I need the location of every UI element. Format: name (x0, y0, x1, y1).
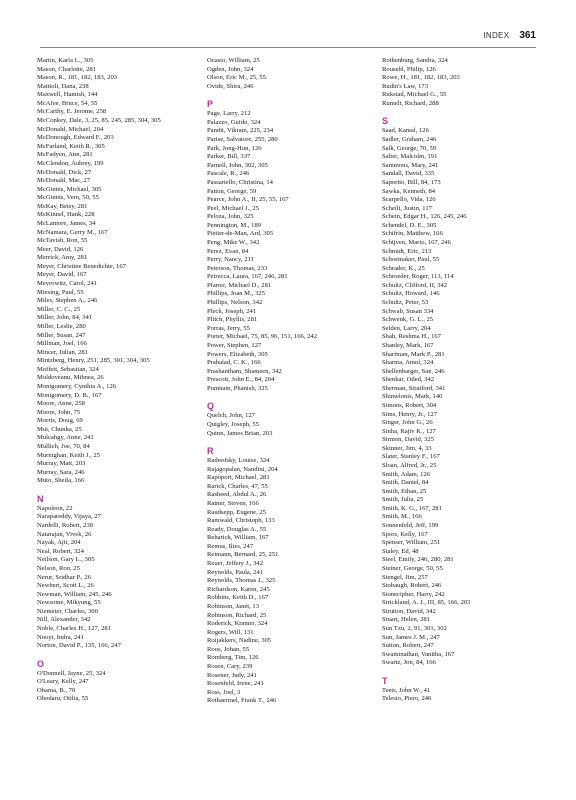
index-entry: Raudsepp, Eugene, 25 (207, 508, 266, 516)
index-entry: Schultz, Clifford, II, 342 (382, 281, 448, 289)
index-entry: Prahalad, C. K., 166 (207, 359, 261, 367)
index-entry: Miesing, Paul, 55 (37, 288, 84, 296)
index-entry: Ross, Joel, 3 (207, 688, 241, 696)
index-entry: Spenser, William, 251 (382, 539, 441, 547)
index-entry: Patton, George, 59 (207, 187, 257, 195)
index-entry: Obodaru, Otilia, 55 (37, 695, 89, 703)
index-entry: Sawka, Kenneth, 84 (382, 187, 436, 195)
index-entry: Roijakkers, Nadine, 305 (207, 637, 272, 645)
index-entry: Meyrowitz, Carol, 241 (37, 280, 98, 288)
index-entry: Quelch, John, 127 (207, 412, 255, 420)
index-entry: Ocasio, William, 25 (207, 57, 260, 64)
index-entry: McTavish, Ron, 55 (37, 237, 88, 245)
index-entry: Stonecipher, Harry, 242 (382, 590, 445, 598)
index-entry: Sutton, Robert, 247 (382, 642, 434, 650)
index-entry: Rosenfeld, Irene, 241 (207, 680, 264, 688)
index-entry: Phillips, Joan M., 325 (207, 290, 265, 298)
index-entry: Quinn, James Brian, 203 (207, 429, 273, 437)
index-entry: Schoemaker, Paul, 55 (382, 256, 440, 264)
index-entry: Schultz, Howard, 146 (382, 290, 440, 298)
index-entry: Ogden, John, 324 (207, 65, 254, 73)
index-entry: Nill, Alexander, 342 (37, 616, 91, 624)
running-head: INDEX (483, 31, 510, 40)
index-entry: Teets, John W., 41 (382, 686, 431, 694)
index-entry: Sirmon, David, 325 (382, 436, 435, 444)
index-entry: Porras, Jerry, 55 (207, 324, 250, 332)
index-entry: Rogers, Will, 131 (207, 628, 254, 636)
index-entry: Murray, Sara, 246 (37, 468, 85, 476)
index-entry: McKinnel, Hank, 228 (37, 211, 95, 219)
index-entry: Phillips, Nelson, 342 (207, 299, 263, 307)
index-entry: Rapoport, Michael, 281 (207, 474, 270, 482)
index-entry: Olson, Eric M., 25, 55 (207, 74, 266, 82)
index-entry: Perez, Evan, 84 (207, 247, 249, 255)
index-entry: Mason, Charlotte, 281 (37, 65, 96, 73)
index-entry: Schultz, Peter, 53 (382, 299, 429, 307)
index-entry: Miller, John, 84, 341 (37, 314, 93, 322)
index-entry: Sun, James J. M., 247 (382, 633, 440, 641)
index-entry: Salter, Malcolm, 191 (382, 153, 438, 161)
index-entry: Pascale, R., 246 (207, 170, 250, 178)
index-entry: Strickland, A. J., III, 85, 166, 203 (382, 599, 471, 607)
index-entry: Nooyi, Indra, 241 (37, 633, 84, 641)
index-entry: Reimann, Bernard, 25, 251 (207, 551, 279, 559)
index-entry: Sims, Henry, Jr., 127 (382, 410, 438, 418)
index-entry: Stengel, Jim, 257 (382, 573, 428, 581)
index-entry: Slater, Stanley F., 167 (382, 453, 440, 461)
index-entry: Porter, Michael, 75, 85, 96, 151, 166, 242 (207, 333, 317, 341)
index-entry: O'Leary, Kelly, 247 (37, 678, 89, 686)
index-entry: Reuer, Jeffery J., 342 (207, 560, 264, 568)
index-entry: Smith, Julia, 25 (382, 496, 424, 504)
index-entry: Obama, B., 70 (37, 686, 76, 694)
index-entry: Shimelonis, Mark, 140 (382, 393, 443, 401)
index-entry: Mui, Chunka, 25 (37, 425, 82, 433)
index-entry: McDonald, Dick, 27 (37, 168, 92, 176)
index-entry: Stobaugh, Robert, 246 (382, 582, 442, 590)
index-entry: McGinnis, Michael, 305 (37, 185, 102, 193)
index-entry: Rowe, H., 181, 182, 183, 203 (382, 74, 460, 82)
section-letter-p: P (207, 99, 214, 110)
index-entry: Niemeier, Charles, 300 (37, 607, 98, 615)
index-entry: Rothaermel, Frank T., 246 (207, 697, 277, 705)
index-entry: Nerur, Sridhar P., 26 (37, 573, 91, 581)
index-entry: Maxwell, Hamish, 144 (37, 91, 98, 99)
index-entry: Reynolds, Thomas J., 325 (207, 577, 276, 585)
index-entry: Sharma, Amol, 324 (382, 359, 434, 367)
index-entry: Schein, Edgar H., 126, 245, 246 (382, 213, 467, 221)
index-entry: McDonald, Michael, 204 (37, 125, 104, 133)
index-entry: Neal, Robert, 324 (37, 547, 84, 555)
index-entry: Pfarrer, Michael D., 281 (207, 281, 272, 289)
index-entry: Park, Jong-Hun, 126 (207, 144, 262, 152)
index-column-1 (37, 57, 196, 704)
index-entry: Miller, C. C., 25 (37, 305, 81, 313)
index-entry: Murnighan, Keith J., 25 (37, 451, 101, 459)
index-entry: Palazzo, Guido, 324 (207, 118, 261, 126)
index-entry: Rukstad, Michael G., 55 (382, 91, 447, 99)
index-entry: Peterson, Thomas, 233 (207, 264, 268, 272)
index-column-2 (207, 57, 367, 706)
index-entry: McGinnis, Vern, 50, 55 (37, 194, 99, 202)
index-entry: Schmidt, Eric, 213 (382, 247, 432, 255)
index-entry: McCarthy, E. Jerome, 258 (37, 108, 107, 116)
index-entry: Steel, Emily, 246, 280, 281 (382, 556, 454, 564)
index-entry: Rosener, Judy, 241 (207, 671, 257, 679)
index-entry: Shanley, Mark, 167 (382, 341, 434, 349)
index-entry: McAfee, Bruce, 54, 55 (37, 99, 98, 107)
index-entry: Newsome, Mikyung, 55 (37, 599, 101, 607)
index-entry: Swartz, Jon, 84, 166 (382, 659, 436, 667)
index-entry: Moldoveanu, Mihnea, 26 (37, 374, 104, 382)
index-entry: Powers, Elizabeth, 305 (207, 350, 268, 358)
index-entry: Richardson, Karen, 245 (207, 585, 270, 593)
index-entry: Smith, Adam, 126 (382, 470, 430, 478)
index-entry: Newbert, Scott L., 26 (37, 582, 94, 590)
index-entry: Pandit, Vikram, 225, 234 (207, 127, 274, 135)
index-entry: McNamara, Gerry M., 167 (37, 228, 108, 236)
index-entry: Plitch, Phyllis, 281 (207, 316, 258, 324)
index-entry: Nardelli, Robert, 230 (37, 522, 94, 530)
index-entry: Salk, George, 70, 59 (382, 144, 437, 152)
index-entry: Rothenburg, Sandra, 324 (382, 57, 448, 64)
index-entry: Roos, Johan, 55 (207, 645, 250, 653)
index-entry: Moore, John, 75 (37, 408, 81, 416)
index-entry: Saad, Kamal, 126 (382, 127, 429, 135)
index-entry: Pietier-de-Man, Ard, 305 (207, 230, 274, 238)
index-entry: Miller, Leslie, 280 (37, 322, 86, 330)
index-entry: Pennington, M., 189 (207, 221, 262, 229)
index-entry: Shellenbarger, Sue, 246 (382, 367, 445, 375)
index-entry: Schrader, K., 25 (382, 264, 425, 272)
index-entry: Peloza, John, 325 (207, 213, 254, 221)
index-entry: Muto, Sheila, 166 (37, 477, 85, 485)
index-entry: Murray, Matt, 203 (37, 460, 86, 468)
index-entry: Ramwald, Christoph, 133 (207, 517, 275, 525)
index-entry: Ready, Douglas A., 55 (207, 525, 267, 533)
section-letter-q: Q (207, 401, 215, 412)
index-entry: Mintzberg, Henry, 251, 285, 301, 304, 305 (37, 357, 150, 365)
header-rule (40, 47, 536, 48)
index-entry: McDonald, Mac, 27 (37, 177, 91, 185)
index-entry: Ovide, Shira, 246 (207, 82, 254, 90)
index-entry: Stuart, Helen, 281 (382, 616, 430, 624)
index-entry: Mulcahgy, Anne, 241 (37, 434, 94, 442)
index-entry: Meyer, Christine Benedichte, 167 (37, 262, 126, 270)
index-entry: Sonnenfeld, Jeff, 199 (382, 522, 439, 530)
index-entry: Sadler, Graham, 246 (382, 136, 437, 144)
index-entry: Robinson, Richard, 25 (207, 611, 267, 619)
index-entry: Smith, M., 166 (382, 513, 422, 521)
index-entry: Sloan, Alfred, Jr., 25 (382, 462, 437, 470)
index-entry: Saporito, Bill, 84, 173 (382, 178, 441, 186)
index-entry: Sandall, David, 335 (382, 170, 435, 178)
index-entry: Miles, Stephen A., 246 (37, 297, 98, 305)
index-entry: Millman, Joel, 166 (37, 340, 87, 348)
index-entry: Scheilt, Justin, 117 (382, 204, 432, 212)
index-entry: McFadyen, Ann, 281 (37, 151, 93, 159)
index-entry: Meer, David, 126 (37, 245, 84, 253)
index-entry: McFarland, Keith R., 305 (37, 142, 105, 150)
index-entry: Schifrin, Matthew, 166 (382, 230, 443, 238)
index-entry: Schwenk, G. L., 25 (382, 316, 434, 324)
index-entry: Scarpello, Vida, 126 (382, 196, 436, 204)
index-entry: Peel, Michael J., 25 (207, 204, 260, 212)
index-entry: Perry, Nancy, 211 (207, 256, 254, 264)
index-entry: Selden, Larry, 204 (382, 324, 431, 332)
index-entry: Rumelt, Richard, 288 (382, 99, 439, 107)
index-entry: Miller, Susan, 247 (37, 331, 86, 339)
index-entry: Steiner, George, 50, 55 (382, 564, 443, 572)
index-entry: Montgomery, D. B., 167 (37, 391, 102, 399)
index-entry: Schendel, D. E., 305 (382, 221, 437, 229)
index-entry: Remus, Ilies, 247 (207, 542, 254, 550)
index-entry: Parnell, John, 302, 305 (207, 161, 268, 169)
index-entry: Norton, David P., 135, 166, 247 (37, 642, 121, 650)
index-entry: Robbins, Keith D., 167 (207, 594, 269, 602)
index-entry: Power, Stephen, 127 (207, 341, 262, 349)
index-entry: Singer, John G., 26 (382, 419, 433, 427)
section-letter-t: T (382, 675, 388, 686)
index-entry: Nelson, Ron, 25 (37, 564, 80, 572)
section-letter-r: R (207, 446, 214, 457)
index-entry: Mattioli, Dana, 238 (37, 82, 89, 90)
index-entry: Martin, Karla L., 305 (37, 57, 94, 64)
index-column-3 (382, 57, 542, 704)
index-entry: Shenkar, Oded, 342 (382, 376, 435, 384)
index-entry: Roderick, Kramer, 324 (207, 620, 268, 628)
index-entry: Staley, Ed, 48 (382, 547, 419, 555)
page-header (483, 30, 536, 44)
index-entry: Morris, Doug, 69 (37, 417, 83, 425)
index-entry: Sun Tzu, 2, 91, 301, 302 (382, 625, 447, 632)
index-entry: Rasheed, Abdul A., 26 (207, 491, 267, 499)
index-entry: McLamore, James, 34 (37, 219, 96, 227)
index-entry: Napoleon, 22 (37, 504, 73, 512)
index-entry: Mullich, Joe, 70, 84 (37, 443, 90, 451)
index-entry: Nayak, Ajit, 204 (37, 539, 81, 547)
index-entry: Schijven, Mario, 167, 246 (382, 238, 451, 246)
index-entry: Shah, Reshma H., 167 (382, 333, 441, 341)
index-entry: Smith, Daniel, 84 (382, 479, 429, 487)
index-entry: Mincer, Julian, 281 (37, 348, 89, 356)
page-number: 361 (519, 30, 536, 41)
index-entry: Spors, Kelly, 167 (382, 530, 428, 538)
section-letter-s: S (382, 116, 389, 127)
index-entry: Sherman, Stratford, 341 (382, 384, 446, 392)
index-entry: Neilson, Gary L., 305 (37, 556, 95, 564)
index-entry: Mason, R., 181, 182, 183, 203 (37, 74, 118, 82)
index-entry: McDonough, Edward F., 203 (37, 134, 114, 142)
section-letter-n: N (37, 493, 44, 504)
index-entry: Simons, Robert, 304 (382, 401, 437, 409)
index-entry: Sinha, Rajiv K., 127 (382, 427, 436, 435)
index-entry: Prescott, John E., 84, 204 (207, 376, 275, 384)
index-entry: Rajagopalan, Nandini, 204 (207, 465, 278, 473)
index-entry: Reynolds, Paula, 241 (207, 568, 264, 576)
index-entry: Moffett, Sebastian, 324 (37, 365, 99, 373)
index-entry: Rarick, Charles, 47, 55 (207, 482, 268, 490)
index-entry: Skinner, Jim, 4, 33 (382, 444, 432, 452)
index-entry: Sammons, Mary, 241 (382, 161, 439, 169)
index-entry: Romberg, Tim, 126 (207, 654, 259, 662)
index-entry: Rosen, Cary, 239 (207, 663, 253, 670)
index-entry: Reharick, William, 167 (207, 534, 269, 542)
index-entry: Strutton, David, 342 (382, 607, 436, 615)
index-entry: Schroeder, Roger, 113, 114 (382, 273, 454, 281)
index-entry: Rousebl, Philip, 126 (382, 65, 436, 73)
index-entry: Noble, Charles H., 127, 281 (37, 625, 111, 632)
index-entry: Radnofsky, Louise, 324 (207, 457, 270, 465)
index-entry: McKay, Betsy, 281 (37, 202, 88, 210)
index-entry: Telesio, Piero, 246 (382, 695, 432, 703)
index-entry: Pearce, John A., II, 25, 55, 167 (207, 196, 289, 204)
index-entry: Robinson, Janet, 13 (207, 602, 260, 610)
index-entry: Moore, Anne, 258 (37, 400, 85, 408)
index-entry: O'Donnell, Jayne, 25, 324 (37, 669, 106, 677)
index-entry: Passariello, Christina, 14 (207, 178, 273, 186)
index-entry: Petrecca, Laura, 167, 246, 281 (207, 273, 288, 281)
index-entry: Swaminathan, Vanitha, 167 (382, 650, 455, 658)
index-entry: Newman, William, 245, 246 (37, 590, 112, 598)
index-entry: Prashantham, Shameen, 342 (207, 367, 282, 375)
index-entry: Quigley, Joseph, 55 (207, 420, 259, 428)
index-entry: Rudin's Law, 173 (382, 82, 428, 90)
index-entry: Natarajan, Vivek, 26 (37, 530, 92, 538)
index-entry: Pumnam, Phanish, 325 (207, 384, 268, 392)
index-entry: Narapareddy, Vijaya, 27 (37, 513, 101, 521)
index-entry: Parker, Bill, 337 (207, 153, 251, 161)
index-entry: Schwab, Susan 334 (382, 307, 434, 315)
index-entry: Parise, Salvatore, 255, 280 (207, 136, 278, 144)
index-entry: Ratner, Steven, 166 (207, 500, 259, 508)
index-entry: McConkey, Dale, 3, 25, 85, 245, 285, 304, 305 (37, 117, 161, 125)
index-entry: Meyer, David, 167 (37, 271, 87, 279)
index-entry: Pleck, Joseph, 241 (207, 307, 257, 315)
index-entry: Montgomery, Cynthia A., 126 (37, 382, 117, 390)
index-entry: Peng, Mike W., 342 (207, 238, 260, 246)
section-letter-o: O (37, 658, 45, 669)
index-entry: Page, Larry, 212 (207, 110, 251, 118)
index-entry: Smith, K. G., 167, 281 (382, 504, 442, 512)
index-entry: Merrick, Amy, 281 (37, 254, 88, 262)
index-entry: Sharfman, Mark P., 281 (382, 350, 445, 358)
index-entry: McClendon, Aubrey, 199 (37, 159, 104, 167)
index-entry: Smith, Ethan, 25 (382, 487, 427, 495)
